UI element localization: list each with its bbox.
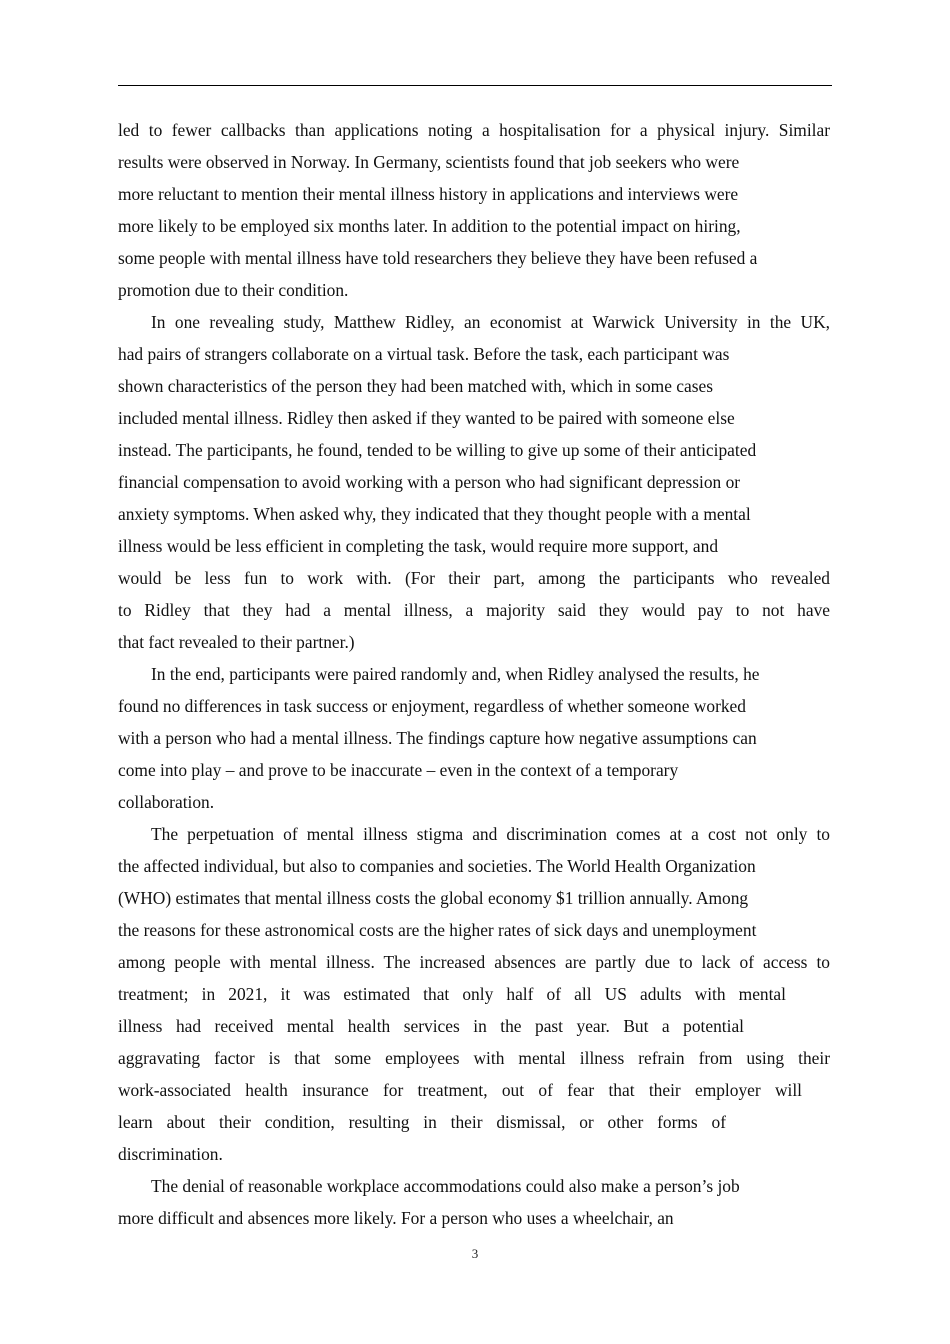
text-line: aggravating factor is that some employees with mental illness refrain from using their	[118, 1048, 830, 1068]
text-line: collaboration.	[118, 792, 215, 812]
text-line: that fact revealed to their partner.)	[118, 632, 355, 652]
text-line: anxiety symptoms. When asked why, they indicated that they thought people with a mental	[118, 504, 751, 524]
text-line: (WHO) estimates that mental illness costs the global economy $1 trillion annually. Among	[118, 888, 749, 908]
text-line: more reluctant to mention their mental illness history in applications and interviews were	[118, 184, 739, 204]
text-line: included mental illness. Ridley then asked if they wanted to be paired with someone else	[118, 408, 735, 428]
text-line: among people with mental illness. The increased absences are partly due to lack of access to	[118, 952, 830, 972]
text-line: the reasons for these astronomical costs are the higher rates of sick days and unemployment	[118, 920, 757, 940]
text-line: led to fewer callbacks than applications noting a hospitalisation for a physical injury. Similar	[118, 120, 830, 140]
text-line: results were observed in Norway. In Germany, scientists found that job seekers who were	[118, 152, 740, 172]
text-line: to Ridley that they had a mental illness, a majority said they would pay to not have	[118, 600, 830, 620]
text-line: treatment; in 2021, it was estimated that only half of all US adults with mental	[118, 984, 786, 1004]
paragraph	[118, 114, 830, 306]
text-line: The perpetuation of mental illness stigma and discrimination comes at a cost not only to	[151, 824, 830, 844]
text-line: more likely to be employed six months later. In addition to the potential impact on hiring,	[118, 216, 741, 236]
text-line: In the end, participants were paired randomly and, when Ridley analysed the results, he	[151, 664, 760, 684]
text-line: promotion due to their condition.	[118, 280, 349, 300]
text-line: In one revealing study, Matthew Ridley, an economist at Warwick University in the UK,	[151, 312, 830, 332]
text-line: The denial of reasonable workplace accommodations could also make a person’s job	[151, 1176, 740, 1196]
paragraph	[118, 658, 830, 818]
text-line: had pairs of strangers collaborate on a virtual task. Before the task, each participant was	[118, 344, 730, 364]
text-line: come into play – and prove to be inaccurate – even in the context of a temporary	[118, 760, 679, 780]
text-line: found no differences in task success or enjoyment, regardless of whether someone worked	[118, 696, 746, 716]
text-line: the affected individual, but also to companies and societies. The World Health Organization	[118, 856, 756, 876]
text-line: financial compensation to avoid working with a person who had significant depression or	[118, 472, 741, 492]
text-line: discrimination.	[118, 1144, 223, 1164]
page-number: 3	[471, 1246, 479, 1261]
header-rule	[118, 85, 832, 86]
text-line: more difficult and absences more likely. For a person who uses a wheelchair, an	[118, 1208, 674, 1228]
text-line: learn about their condition, resulting in their dismissal, or other forms of	[118, 1112, 726, 1132]
text-line: work-associated health insurance for treatment, out of fear that their employer will	[118, 1080, 802, 1100]
paragraph	[118, 1170, 830, 1234]
paragraph	[118, 306, 830, 658]
text-line: illness would be less efficient in completing the task, would require more support, and	[118, 536, 719, 556]
text-line: shown characteristics of the person they had been matched with, which in some cases	[118, 376, 713, 396]
text-line: instead. The participants, he found, tended to be willing to give up some of their anticipated	[118, 440, 757, 460]
text-line: illness had received mental health services in the past year. But a potential	[118, 1016, 744, 1036]
text-line: with a person who had a mental illness. The findings capture how negative assumptions can	[118, 728, 757, 748]
text-line: some people with mental illness have told researchers they believe they have been refused a	[118, 248, 758, 268]
paragraph	[118, 818, 830, 1170]
body-text	[118, 114, 830, 1234]
text-line: would be less fun to work with. (For their part, among the participants who revealed	[118, 568, 830, 588]
